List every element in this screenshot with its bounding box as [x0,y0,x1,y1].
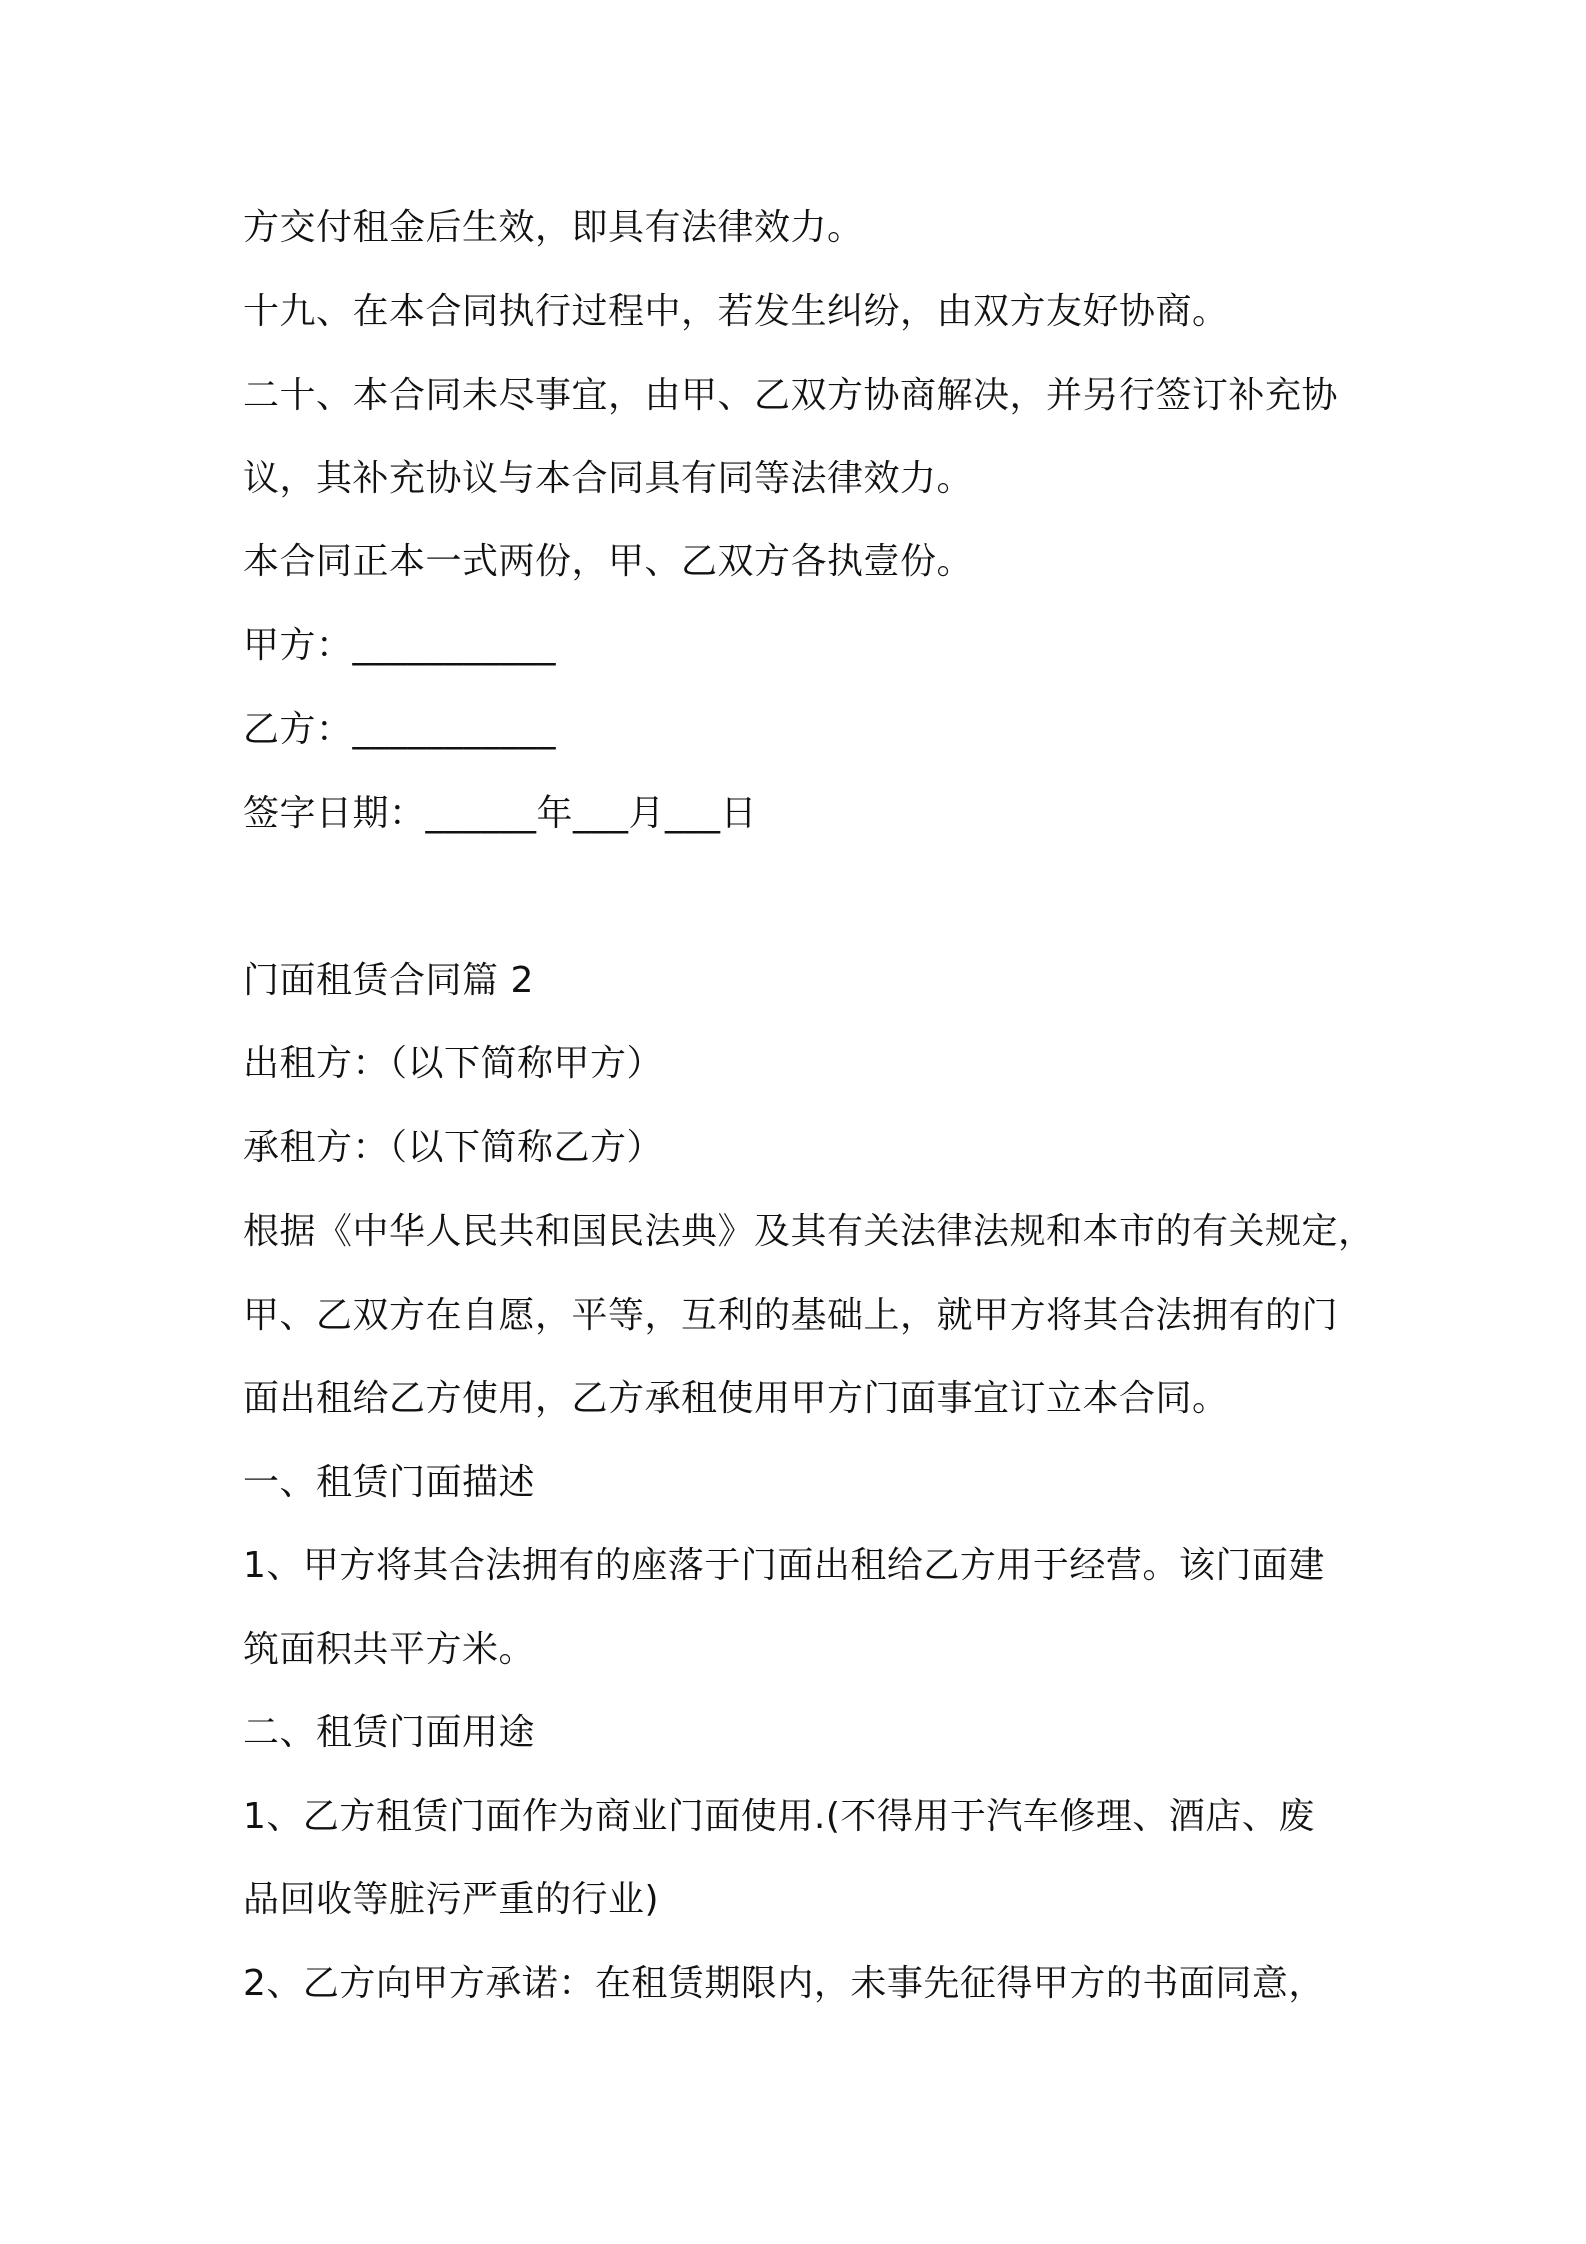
text-line: 2、乙方向甲方承诺：在租赁期限内，未事先征得甲方的书面同意， [243,1963,1325,2004]
text-line: 本合同正本一式两份，甲、乙双方各执壹份。 [243,541,974,582]
section-heading: 二、租赁门面用途 [243,1712,536,1753]
section-heading: 一、租赁门面描述 [243,1462,536,1503]
text-line: 十九、在本合同执行过程中，若发生纠纷，由双方友好协商。 [243,291,1229,332]
text-line: 承租方：（以下简称乙方） [243,1127,664,1168]
text-line: 二十、本合同未尽事宜，由甲、乙双方协商解决，并另行签订补充协 [243,375,1339,416]
text-line: 筑面积共平方米。 [243,1629,536,1670]
text-line: 议，其补充协议与本合同具有同等法律效力。 [243,458,974,499]
text-line: 根据《中华人民共和国民法典》及其有关法律法规和本市的有关规定， [243,1211,1375,1252]
text-line: 品回收等脏污严重的行业) [243,1879,660,1920]
signature-line-party-a: 甲方：___________ [243,625,557,666]
text-line: 出租方：（以下简称甲方） [243,1043,664,1084]
text-line: 1、甲方将其合法拥有的座落于门面出租给乙方用于经营。该门面建 [243,1545,1325,1586]
text-line: 方交付租金后生效，即具有法律效力。 [243,207,864,248]
text-line: 甲、乙双方在自愿，平等，互利的基础上，就甲方将其合法拥有的门 [243,1295,1339,1336]
signature-date-line: 签字日期：______年___月___日 [243,793,758,834]
text-line: 1、乙方租赁门面作为商业门面使用.(不得用于汽车修理、酒店、废 [243,1796,1315,1837]
signature-line-party-b: 乙方：___________ [243,709,557,750]
section-title: 门面租赁合同篇 2 [243,960,534,1001]
text-line: 面出租给乙方使用，乙方承租使用甲方门面事宜订立本合同。 [243,1378,1229,1419]
